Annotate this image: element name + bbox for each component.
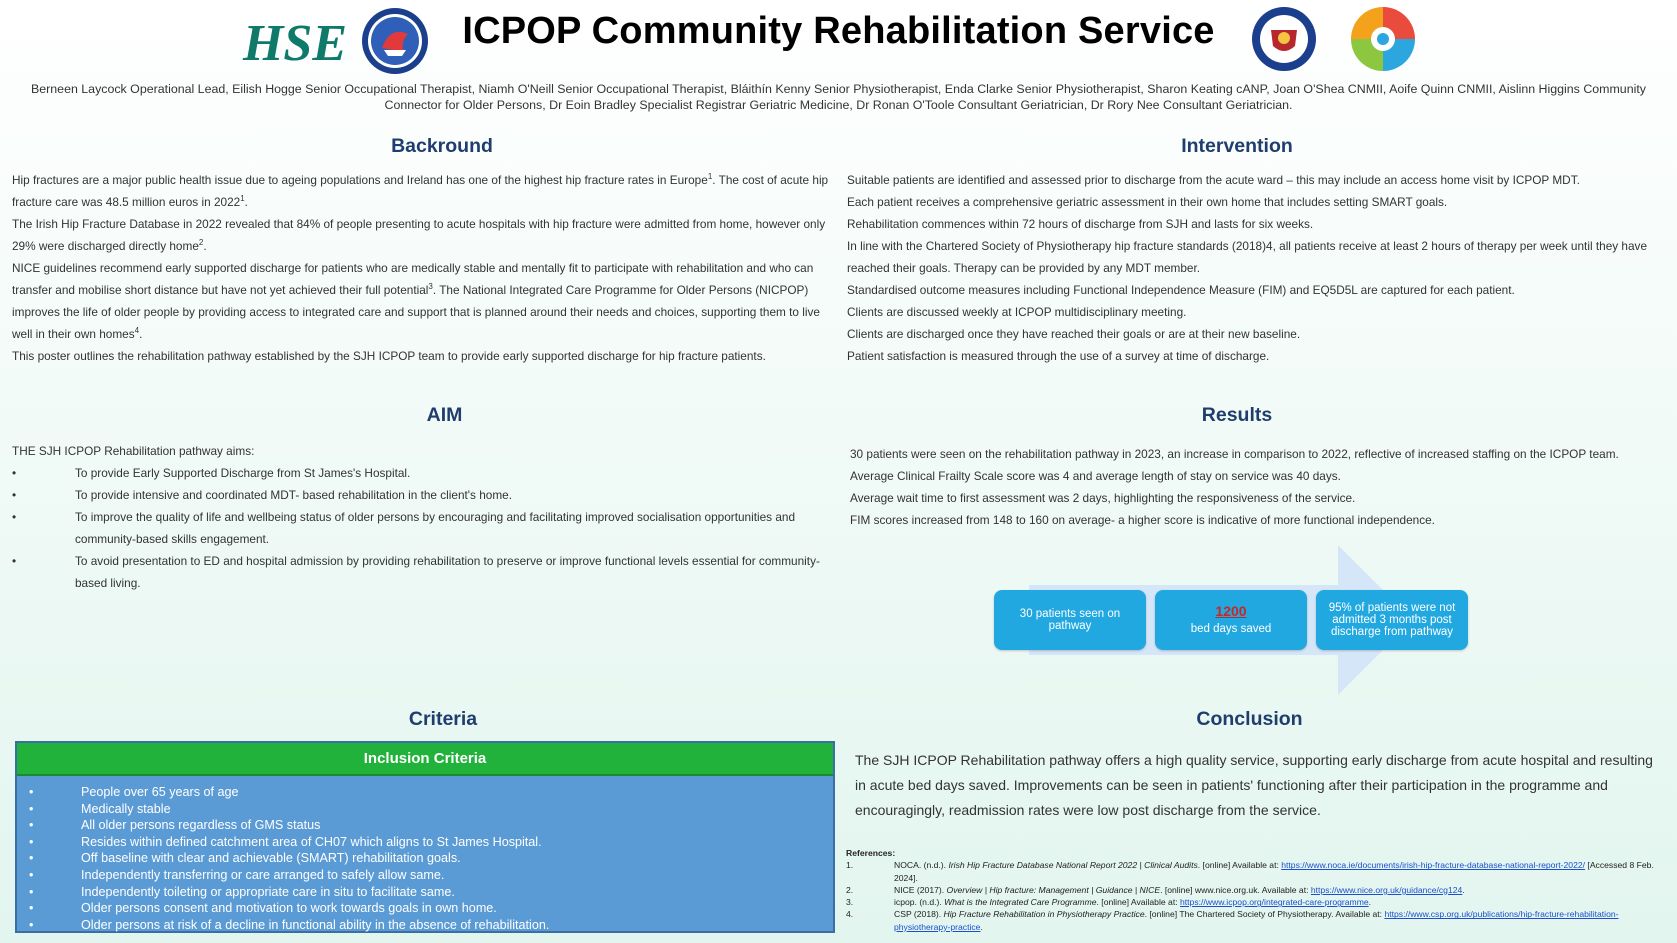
references [846,847,1656,933]
criteria-item: • Medically stable [29,801,171,816]
intervention-line: Standardised outcome measures including Functional Independence Measure (FIM) and EQ5D5L are captured for each patient. [847,283,1515,297]
references-heading: References: [846,848,896,858]
results-line: Average wait time to first assessment was 2 days, highlighting the responsiveness of the service. [850,491,1356,505]
result-box-readmission: 95% of patients were not admitted 3 months post discharge from pathway [1316,590,1468,650]
bed-days-number: 1200 [1215,603,1247,619]
reference-link[interactable]: https://www.icpop.org/integrated-care-programme [1179,897,1369,908]
intervention-line: Each patient receives a comprehensive geriatric assessment in their own home that includes setting SMART goals. [847,195,1448,209]
criteria-item: • Independently transferring or care arranged to safely allow same. [29,867,445,882]
criteria-item: • Resides within defined catchment area of CH07 which aligns to St James Hospital. [29,834,542,849]
reference-link[interactable]: https://www.nice.org.uk/guidance/cg124 [1310,884,1463,895]
author-list: Berneen Laycock Operational Lead, Eilish Hogge Senior Occupational Therapist, Niamh O'Neill Senior Occupational Therapist, Bláithín Kenny Senior Physiotherapist, Enda Clarke Senior Physiotherapist, Sharon Keating cANP, Joan O'Shea CNMII, Aoife Quinn CNMII, Aislinn Higgins Community Connector for Older Persons, Dr Eoin Bradley Specialist Registrar Geriatric Medicine, Dr Ronan O'Toole Consultant Geriatrician, Dr Rory Nee Consultant Geriatrician. [31,82,1646,112]
aim-intro: THE SJH ICPOP Rehabilitation pathway aims: [12,444,255,458]
criteria-item: • All older persons regardless of GMS status [29,818,321,833]
inclusion-criteria-list [17,776,833,933]
result-box-patients: 30 patients seen on pathway [994,590,1146,650]
reference-item: 4. CSP (2018). Hip Fracture Rehabilitation in Physiotherapy Practice. [online] The Chartered Society of Physiotherapy. Available at: https://www.csp.org.uk/publications/hip-fracture-rehabilitation-physiotherapy-practice. [846,909,1619,932]
inclusion-criteria-header: Inclusion Criteria [17,743,833,776]
reference-item: 2. NICE (2017). Overview | Hip fracture: Management | Guidance | NICE. [online] www.nice.org.uk. Available at: https://www.nice.org.uk/guidance/cg124. [846,884,1465,895]
results-line: 30 patients were seen on the rehabilitation pathway in 2023, an increase in comparison to 2022, reflective of increased staffing on the ICPOP team. [850,447,1619,461]
reference-link[interactable]: https://www.noca.ie/documents/irish-hip-fracture-database-national-report-2022/ [1281,860,1586,871]
background-body [12,169,837,367]
aim-list-item: • To provide intensive and coordinated MDT- based rehabilitation in the client's home. [12,488,513,502]
criteria-item: • People over 65 years of age [29,785,239,799]
intervention-line: Clients are discussed weekly at ICPOP multidisciplinary meeting. [847,305,1187,319]
result-box-bed-days: 1200 bed days saved [1155,590,1307,650]
conclusion-heading: Conclusion [1196,708,1303,730]
reference-link[interactable]: https://www.csp.org.uk/publications/hip-fracture-rehabilitation-physiotherapy-practice [894,909,1619,932]
inclusion-criteria-panel [15,741,835,933]
intervention-heading: Intervention [1181,135,1293,157]
aim-heading: AIM [426,404,463,426]
intervention-body [847,169,1657,367]
results-line: FIM scores increased from 148 to 160 on average- a higher score is indicative of more functional independence. [850,513,1435,527]
criteria-item: • Older persons consent and motivation to work towards goals in own home. [29,901,497,916]
aim-list-item: • To avoid presentation to ED and hospital admission by providing rehabilitation to preserve or improve functional levels essential for community-based living. [12,554,820,590]
results-body [850,443,1660,531]
criteria-item: • Independently toileting or appropriate care in situ to facilitate same. [29,884,455,899]
poster-title: ICPOP Community Rehabilitation Service [462,10,1215,52]
background-paragraph: The Irish Hip Fracture Database in 2022 revealed that 84% of people presenting to acute hospitals with hip fracture were admitted from home, however only 29% were discharged directly home$^2$. [12,217,826,253]
criteria-item: • Older persons at risk of a decline in functional ability in the absence of rehabilitation. [29,917,550,932]
aim-body [12,440,837,594]
aim-list-item: • To provide Early Supported Discharge from St James's Hospital. [12,466,411,480]
background-paragraph: Hip fractures are a major public health issue due to ageing populations and Ireland has one of the highest hip fracture rates in Europe$^1$. The cost of acute hip fracture care was 48.5 million euros in 2022$^1$. [12,172,829,209]
conclusion-text: The SJH ICPOP Rehabilitation pathway offers a high quality service, supporting early discharge from acute hospital and resulting in acute bed days saved. Improvements can be seen in patients' functioning after their participation in the programme and encouragingly, readmission rates were low post discharge from the service. [855,752,1653,818]
intervention-line: Suitable patients are identified and assessed prior to discharge from the acute ward – this may include an access home visit by ICPOP MDT. [847,173,1580,187]
background-paragraph: This poster outlines the rehabilitation pathway established by the SJH ICPOP team to provide early supported discharge for hip fracture patients. [12,349,766,363]
background-paragraph: NICE guidelines recommend early supported discharge for patients who are medically stable and mentally fit to participate with rehabilitation and who can transfer and mobilise short distance but have not yet achieved their full potential$^3$. The National Integrated Care Programme for Older Persons (NICPOP) improves the life of older people by providing access to integrated care and support that is planned around their needs and choices, supporting them to live well in their own homes$^4$. [12,261,820,341]
hse-logo-text: HSE [242,15,348,72]
aim-list-item: • To improve the quality of life and wellbeing status of older persons by encouraging and facilitating improved socialisation opportunities and community-based skills engagement. [12,510,796,546]
intervention-line: In line with the Chartered Society of Physiotherapy hip fracture standards (2018)4, all patients receive at least 2 hours of therapy per week until they have reached their goals. Therapy can be provided by any MDT member. [847,239,1648,275]
reference-item: 3. icpop. (n.d.). What is the Integrated Care Programme. [online] Available at: https://www.icpop.org/integrated-care-programme. [846,897,1372,908]
criteria-item: • Off baseline with clear and achievable (SMART) rehabilitation goals. [29,851,461,866]
results-heading: Results [1201,404,1273,426]
intervention-line: Rehabilitation commences within 72 hours of discharge from SJH and lasts for six weeks. [847,217,1314,231]
criteria-heading: Criteria [408,708,478,730]
intervention-line: Patient satisfaction is measured through the use of a survey at time of discharge. [847,349,1270,363]
results-line: Average Clinical Frailty Scale score was 4 and average length of stay on service was 40 days. [850,469,1341,483]
background-heading: Backround [391,135,493,157]
intervention-line: Clients are discharged once they have reached their goals or are at their new baseline. [847,327,1301,341]
reference-item: 1. NOCA. (n.d.). Irish Hip Fracture Database National Report 2022 | Clinical Audits. [online] Available at: https://www.noca.ie/documents/irish-hip-fracture-database-national-report-2022/ [Accessed 8 Feb. 2024]. [846,860,1654,883]
